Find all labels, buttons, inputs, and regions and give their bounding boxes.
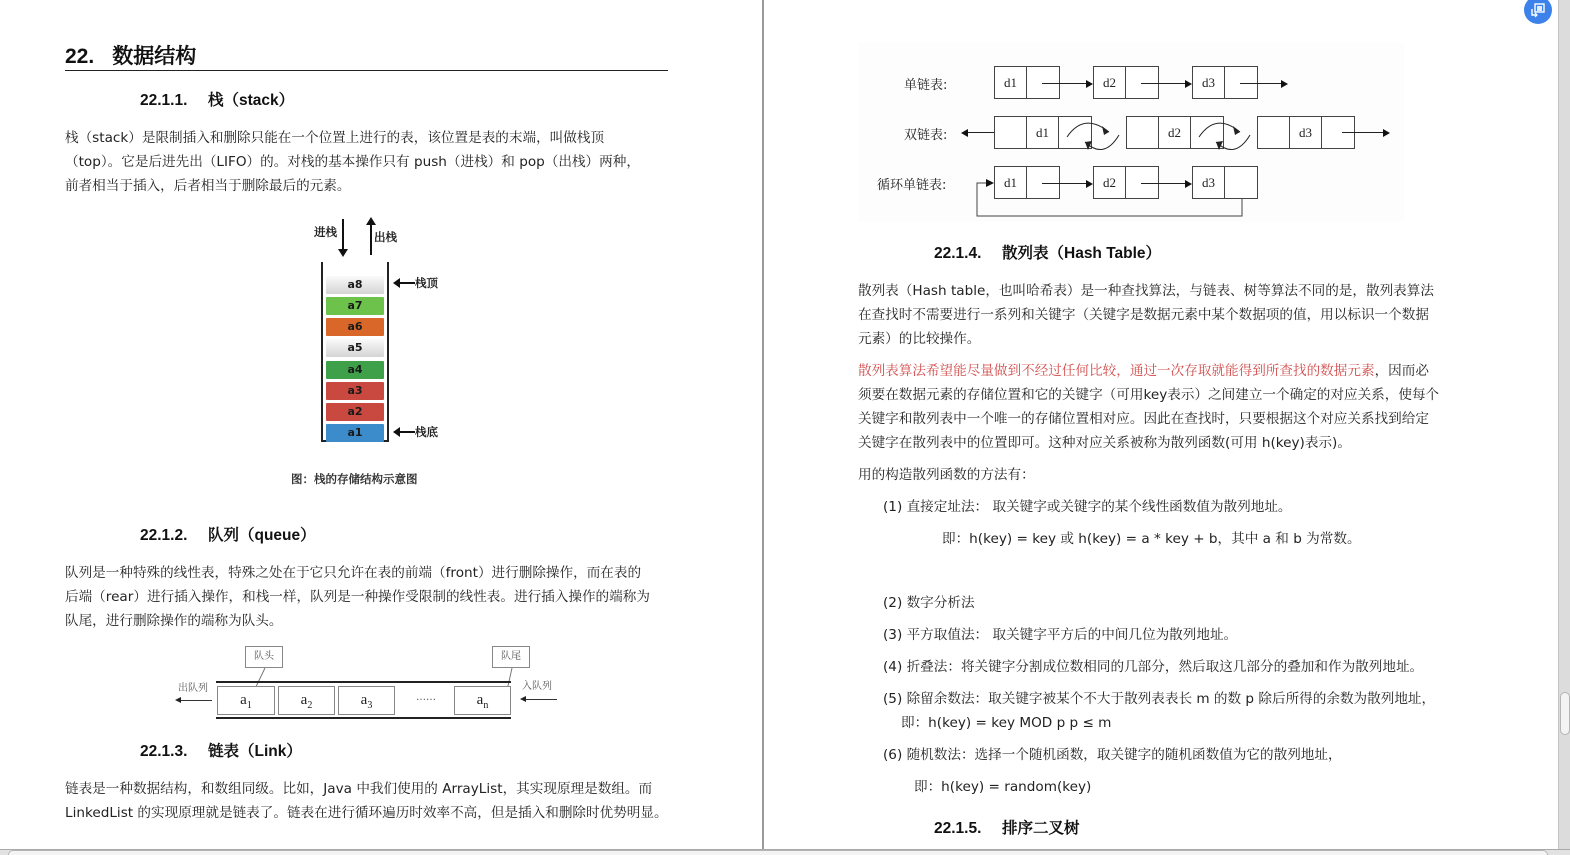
push-label: 进栈	[314, 225, 337, 239]
text-line: 散列表（Hash table，也叫哈希表）是一种查找算法，与链表、树等算法不同的是，散列表算法	[858, 283, 1434, 299]
linked-list-diagram	[859, 42, 1404, 222]
vertical-scrollbar-thumb[interactable]	[1560, 692, 1570, 735]
cell-sub: 2	[307, 700, 313, 711]
section-number: 22.1.4.	[934, 245, 982, 262]
next-arrow-icon	[1042, 183, 1088, 184]
cell-sub: n	[483, 700, 489, 711]
singly-linked-label: 单链表:	[904, 78, 948, 93]
stack-cell-a7: a7	[326, 297, 384, 315]
text-line: 关键字和散列表中一个唯一的存储位置相对应。因此在查找时，只要根据这个对应关系找到给定	[858, 411, 1429, 427]
method-item-4: (4) 折叠法：将关键字分割成位数相同的几部分，然后取这几部分的叠加和作为散列地址。	[883, 659, 1424, 675]
method-item-3: (3) 平方取值法： 取关键字平方后的中间几位为散列地址。	[883, 627, 1238, 643]
doubly-linked-label: 双链表:	[904, 128, 948, 143]
stack-container	[321, 262, 389, 442]
horizontal-scrollbar-thumb[interactable]	[8, 850, 1548, 855]
node-data: d3	[1290, 117, 1322, 148]
stack-bottom-arrow-icon	[399, 431, 415, 433]
section-heading-stack	[140, 88, 294, 110]
text-line	[858, 359, 1468, 383]
text-line: 前者相当于插入，后者相当于删除最后的元素。	[65, 178, 351, 194]
node-data: d2	[1094, 167, 1126, 198]
chapter-heading	[65, 40, 668, 71]
cell-base: a	[360, 692, 368, 708]
queue-cell	[454, 686, 511, 715]
text-line: LinkedList 的实现原理就是链表了。链表在进行循环遍历时效率不高，但是插入和删除时优势明显。	[65, 805, 668, 821]
stack-bottom-label: 栈底	[415, 425, 438, 439]
stack-cell-a2: a2	[326, 403, 384, 421]
pop-arrow-icon	[370, 223, 372, 255]
queue-paragraph	[65, 561, 670, 633]
section-heading-bst	[934, 816, 1080, 838]
queue-ellipsis: ……	[416, 692, 436, 703]
text-line: 须要在数据元素的存储位置和它的关键字（可用key表示）之间建立一个确定的对应关系，使每个	[858, 387, 1440, 403]
node-data: d3	[1193, 167, 1225, 198]
section-title: 链表（Link）	[208, 743, 302, 760]
vertical-scrollbar[interactable]	[1558, 0, 1570, 849]
section-number: 22.1.1.	[140, 92, 188, 109]
method-item-5: (5) 除留余数法：取关键字被某个不大于散列表表长 m 的数 p 除后所得的余数为散列地址，	[883, 691, 1436, 707]
text-line: 队列是一种特殊的线性表，特殊之处在于它只允许在表的前端（front）进行删除操作，而在表的	[65, 565, 642, 581]
section-number: 22.1.3.	[140, 743, 188, 760]
cell-base: a	[300, 692, 308, 708]
stack-cell-a4: a4	[326, 361, 384, 379]
dequeue-label: 出队列	[178, 683, 208, 694]
section-title: 队列（queue）	[208, 527, 316, 544]
pop-label: 出栈	[374, 230, 397, 244]
highlighted-text: 散列表算法希望能尽量做到不经过任何比较，通过一次存取就能得到所查找的数据元素	[858, 363, 1375, 379]
method-item-2: (2) 数字分析法	[883, 595, 975, 611]
text-line: 栈（stack）是限制插入和删除只能在一个位置上进行的表，该位置是表的末端，叫做栈顶	[65, 130, 605, 146]
method-item-5-formula: 即：h(key) = key MOD p p ≤ m	[901, 715, 1112, 731]
node-data: d2	[1159, 117, 1191, 148]
text-line: 队尾，进行删除操作的端称为队头。	[65, 613, 283, 629]
cell-base: a	[240, 692, 247, 708]
circular-node	[1192, 166, 1258, 199]
section-title: 散列表（Hash Table）	[1002, 245, 1162, 262]
section-title: 排序二叉树	[1002, 820, 1080, 837]
method-item-6-formula: 即：h(key) = random(key)	[914, 779, 1092, 795]
section-title: 栈（stack）	[208, 92, 295, 109]
node-data: d1	[995, 167, 1027, 198]
node-data: d3	[1193, 67, 1225, 98]
stack-cell-a5: a5	[326, 339, 384, 357]
queue-diagram	[170, 643, 560, 723]
enqueue-label: 入队列	[522, 681, 552, 692]
chapter-number: 22.	[65, 45, 95, 68]
queue-cell	[338, 686, 395, 715]
node-data: d2	[1094, 67, 1126, 98]
next-arrow-icon	[1141, 183, 1187, 184]
chapter-title: 数据结构	[112, 45, 197, 68]
link-paragraph	[65, 777, 670, 825]
text-line: 链表是一种数据结构，和数组同级。比如，Java 中我们使用的 ArrayList，其实现原理是数组。而	[65, 781, 653, 797]
stack-cell-a1: a1	[326, 424, 384, 442]
queue-cell	[278, 686, 335, 715]
screenshot-translate-icon	[1530, 2, 1546, 18]
push-arrow-icon	[342, 219, 344, 251]
node-data: d1	[995, 67, 1027, 98]
methods-intro: 用的构造散列函数的方法有：	[858, 467, 1035, 483]
section-heading-queue	[140, 523, 316, 545]
circular-linked-label: 循环单链表:	[877, 178, 947, 193]
queue-head-tag: 队头	[245, 646, 283, 668]
section-number: 22.1.2.	[140, 527, 188, 544]
text-fragment: ，因而必	[1374, 363, 1429, 379]
text-line: 关键字在散列表中的位置即可。这种对应关系被称为散列函数(可用 h(key)表示)。	[858, 435, 1351, 451]
page-right	[764, 0, 1558, 849]
cell-sub: 1	[246, 700, 252, 711]
hash-paragraph-2	[858, 359, 1468, 455]
stack-top-label: 栈顶	[415, 276, 438, 290]
text-line: 在查找时不需要进行一系列和关键字（关键字是数据元素中某个数据项的值，用以标识一个数据	[858, 307, 1429, 323]
cell-sub: 3	[367, 700, 373, 711]
method-item-6: (6) 随机数法：选择一个随机函数，取关键字的随机函数值为它的散列地址，	[883, 747, 1342, 763]
queue-top-rail	[216, 681, 511, 683]
cell-base: a	[476, 692, 484, 708]
horizontal-scrollbar[interactable]	[0, 849, 1570, 855]
method-item-1-formula: 即：h(key) = key 或 h(key) = a * key + b，其中 a 和 b 为常数。	[942, 531, 1361, 547]
stack-top-arrow-icon	[399, 282, 415, 284]
text-line: 后端（rear）进行插入操作，和栈一样，队列是一种操作受限制的线性表。进行插入操作的端称为	[65, 589, 650, 605]
queue-cell	[217, 686, 275, 715]
section-heading-hash	[934, 241, 1161, 263]
text-line: （top）。它是后进先出（LIFO）的。对栈的基本操作只有 push（进栈）和 pop（出栈）两种，	[65, 154, 640, 170]
queue-tail-tag: 队尾	[492, 646, 530, 668]
method-item-1: (1) 直接定址法： 取关键字或关键字的某个线性函数值为散列地址。	[883, 499, 1292, 515]
stack-figure-caption: 图：栈的存储结构示意图	[291, 472, 418, 486]
node-next	[1225, 167, 1257, 198]
stack-paragraph	[65, 126, 670, 198]
hash-paragraph-1	[858, 279, 1468, 351]
stack-cell-a6: a6	[326, 318, 384, 336]
page-left	[0, 0, 762, 849]
section-number: 22.1.5.	[934, 820, 982, 837]
node-data: d1	[1027, 117, 1059, 148]
dequeue-arrow-icon	[180, 700, 212, 701]
section-heading-link	[140, 739, 302, 761]
queue-bottom-rail	[216, 717, 511, 719]
stack-diagram	[300, 215, 480, 455]
enqueue-arrow-icon	[525, 699, 557, 700]
stack-cell-a3: a3	[326, 382, 384, 400]
stack-cell-a8: a8	[326, 276, 384, 294]
text-line: 元素）的比较操作。	[858, 331, 981, 347]
